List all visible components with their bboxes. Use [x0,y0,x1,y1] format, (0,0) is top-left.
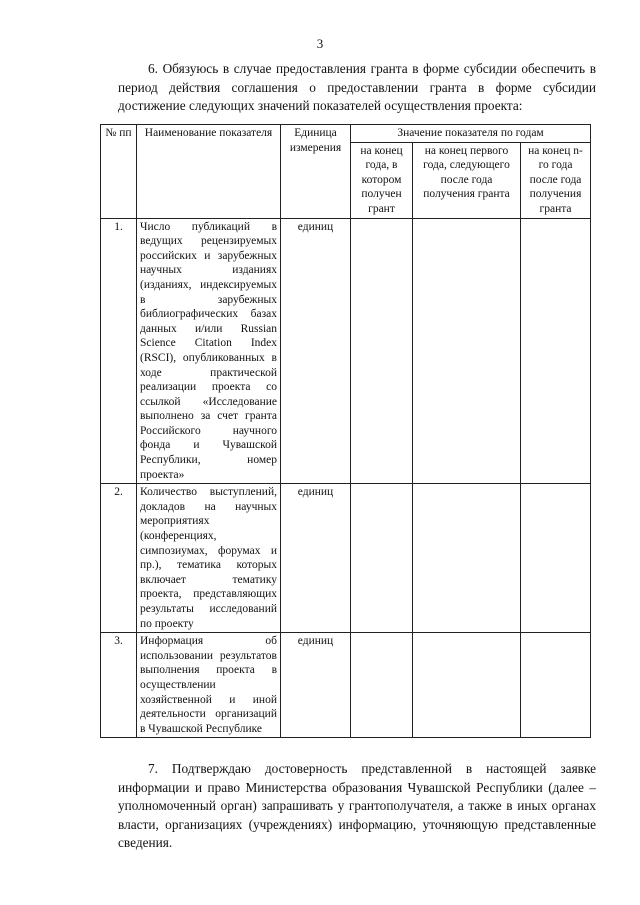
row-value-year-n-after [521,633,591,738]
indicators-table [100,124,591,738]
header-year-first-after: на конец первого года, следующего после года получения гранта [413,142,521,218]
row-num: 2. [101,484,137,633]
row-num: 3. [101,633,137,738]
row-value-year-first-after [413,484,521,633]
row-value-year-received [351,218,413,484]
row-value-year-first-after [413,633,521,738]
header-year-received: на конец года, в котором получен грант [351,142,413,218]
row-unit: единиц [281,218,351,484]
row-unit: единиц [281,484,351,633]
row-indicator-name: Информация об использовании результатов выполнения проекта в осуществлении хозяйственной и иной деятельности организаций в Чувашской Республике [137,633,281,738]
row-value-year-received [351,484,413,633]
header-num: № пп [101,125,137,219]
table-row [101,218,591,484]
row-value-year-received [351,633,413,738]
row-value-year-n-after [521,218,591,484]
table-header-row [101,125,591,143]
header-values-group: Значение показателя по годам [351,125,591,143]
row-indicator-name: Число публикаций в ведущих рецензируемых российских и зарубежных научных изданиях (изданиях, индексируемых в зарубежных библиографических базах данных и/или Russian Science Citation Index (RSCI), опубликованных в ходе практической реализации проекта со ссылкой «Исследование выполнено за счет гранта Российского научного фонда и Чувашской Республики, номер проекта» [137,218,281,484]
header-name: Наименование показателя [137,125,281,219]
paragraph-6: 6. Обязуюсь в случае предоставления гранта в форме субсидии обеспечить в период действия соглашения о предоставлении гранта в форме субсидии достижение следующих значений показателей осуществления проекта: [118,61,596,113]
paragraph-7: 7. Подтверждаю достоверность представленной в настоящей заявке информации и право Министерства образования Чувашской Республики (далее – уполномоченный орган) запрашивать у грантополучателя, а также в иных органах власти, организациях (учреждениях) информацию, уточняющую представленные сведения. [118,761,596,850]
row-num: 1. [101,218,137,484]
header-year-n-after: на конец n-го года после года получения гранта [521,142,591,218]
header-unit: Единица измерения [281,125,351,219]
row-indicator-name: Количество выступлений, докладов на научных мероприятиях (конференциях, симпозиумах, форумах и пр.), тематика которых включает тематику проекта, представляющих результаты исследований по проекту [137,484,281,633]
page-number: 3 [316,36,324,51]
table-row [101,484,591,633]
row-value-year-first-after [413,218,521,484]
table-row [101,633,591,738]
row-value-year-n-after [521,484,591,633]
row-unit: единиц [281,633,351,738]
